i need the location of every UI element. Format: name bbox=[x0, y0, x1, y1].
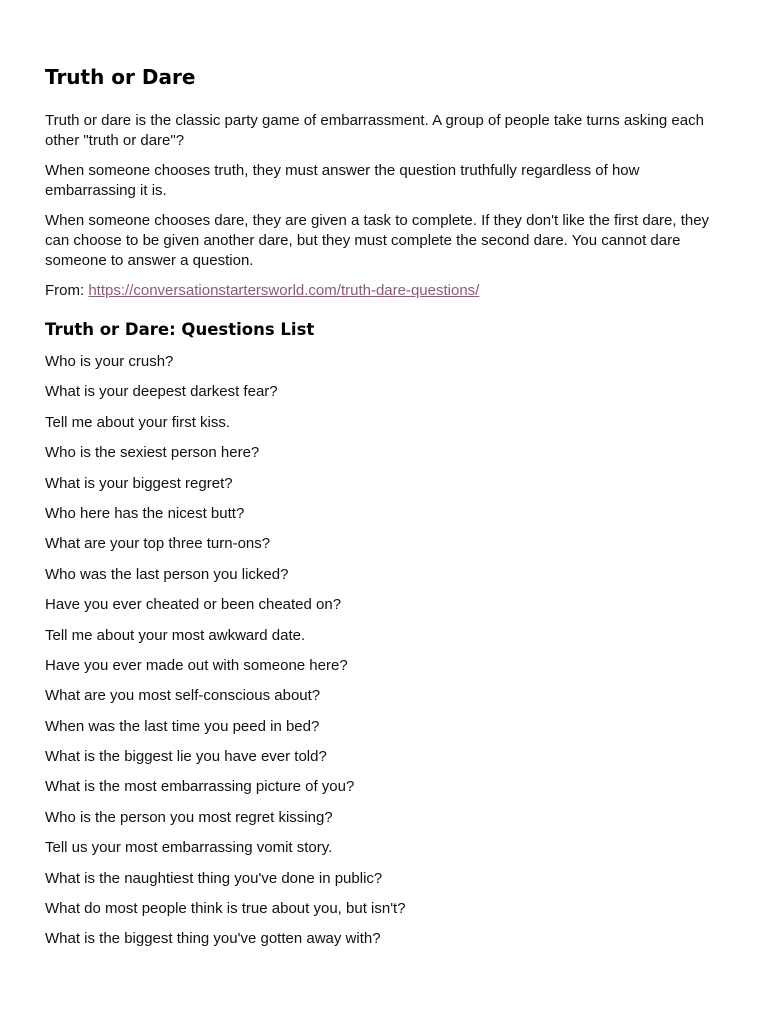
source-label: From: bbox=[45, 282, 89, 299]
intro-paragraph-2: When someone chooses truth, they must answer the question truthfully regardless of how embarrassing it is. bbox=[45, 162, 640, 199]
question-item: When was the last time you peed in bed? bbox=[45, 717, 320, 735]
question-item: Have you ever cheated or been cheated on? bbox=[45, 596, 342, 614]
question-item: What is the biggest thing you've gotten away with? bbox=[45, 930, 381, 948]
question-item: What is the biggest lie you have ever told? bbox=[45, 748, 327, 766]
question-item: Tell me about your first kiss. bbox=[45, 413, 231, 431]
question-item: What do most people think is true about you, but isn't? bbox=[45, 900, 406, 918]
source-line bbox=[45, 281, 715, 301]
question-item: Who is the person you most regret kissing? bbox=[45, 808, 333, 826]
question-item: What are your top three turn-ons? bbox=[45, 535, 271, 553]
question-item: Who here has the nicest butt? bbox=[45, 504, 245, 522]
page-title: Truth or Dare bbox=[45, 65, 196, 89]
question-item: What is the most embarrassing picture of you? bbox=[45, 778, 355, 796]
intro-paragraph-1: Truth or dare is the classic party game of embarrassment. A group of people take turns asking each other "truth or dare"? bbox=[45, 112, 704, 149]
source-link[interactable]: https://conversationstartersworld.com/truth-dare-questions/ bbox=[88, 282, 480, 299]
question-item: Have you ever made out with someone here? bbox=[45, 656, 348, 674]
question-item: What are you most self-conscious about? bbox=[45, 687, 321, 705]
questions-list bbox=[45, 352, 715, 949]
question-item: What is the naughtiest thing you've done in public? bbox=[45, 869, 383, 887]
question-item: Tell us your most embarrassing vomit story. bbox=[45, 839, 333, 857]
question-item: What is your biggest regret? bbox=[45, 474, 233, 492]
question-item: What is your deepest darkest fear? bbox=[45, 383, 278, 401]
intro-paragraph-3: When someone chooses dare, they are given a task to complete. If they don't like the first dare, they can choose to be given another dare, but they must complete the second dare. You cannot dare someone to answer a question. bbox=[45, 212, 710, 269]
question-item: Who was the last person you licked? bbox=[45, 565, 289, 583]
question-item: Who is the sexiest person here? bbox=[45, 444, 260, 462]
question-item: Tell me about your most awkward date. bbox=[45, 626, 306, 644]
document-page bbox=[45, 62, 715, 960]
question-item: Who is your crush? bbox=[45, 353, 174, 370]
questions-list-heading: Truth or Dare: Questions List bbox=[45, 320, 315, 339]
